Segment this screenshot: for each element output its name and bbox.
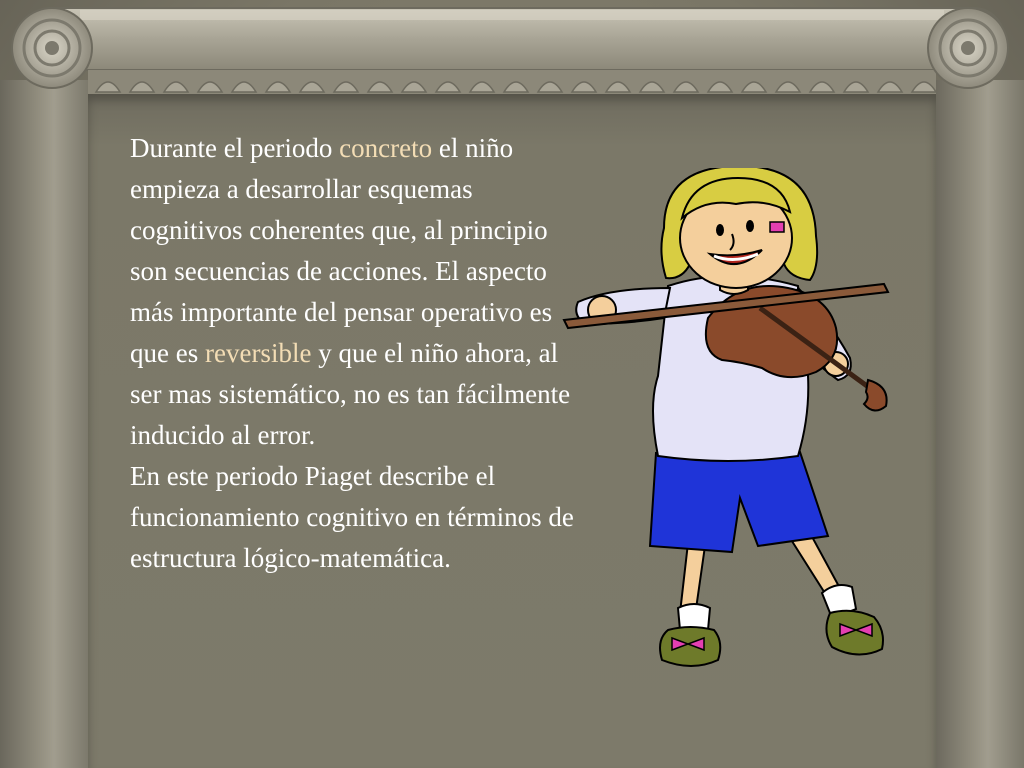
right-volute-icon xyxy=(928,8,1008,88)
left-volute-icon xyxy=(12,8,92,88)
body-text xyxy=(130,128,580,579)
girl-violin-illustration xyxy=(560,168,900,688)
text-segment: y que el niño ahora, al ser mas sistemático, no es tan fácilmente inducido al error. xyxy=(130,338,571,450)
paragraph-2: En este periodo Piaget describe el funcionamiento cognitivo en términos de estructura lógico-matemática. xyxy=(130,461,574,573)
text-segment: el niño empieza a desarrollar esquemas cognitivos coherentes que, al principio son secuencias de acciones. El aspecto más importante del pensar operativo es que es xyxy=(130,133,553,368)
right-column-shaft xyxy=(934,80,1024,768)
text-segment: Durante el periodo xyxy=(130,133,340,163)
left-column-shaft xyxy=(0,80,90,768)
ionic-capital xyxy=(0,0,1024,120)
paragraph-1 xyxy=(130,128,580,456)
highlight-concreto: concreto xyxy=(339,133,433,163)
highlight-reversible: reversible xyxy=(204,338,312,368)
